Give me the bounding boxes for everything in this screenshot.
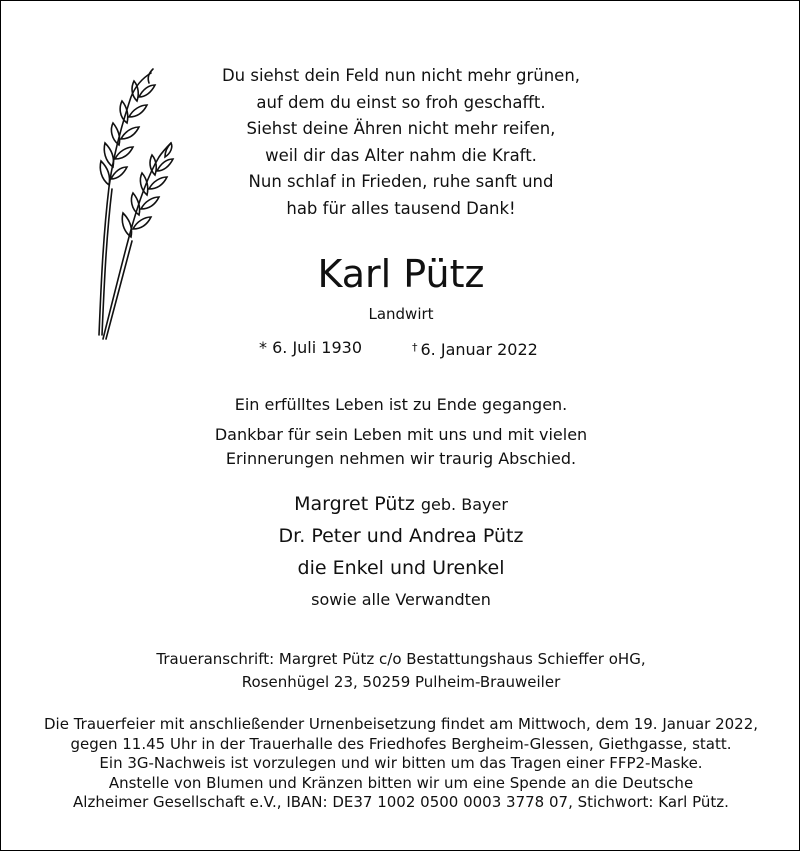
service-info xyxy=(1,715,800,813)
deceased-name: Karl Pütz xyxy=(317,252,485,296)
mourners xyxy=(1,489,800,616)
poem xyxy=(1,63,800,222)
poem-line: Nun schlaf in Frieden, ruhe sanft und xyxy=(248,172,554,191)
address-line: Traueranschrift: Margret Pütz c/o Bestattungshaus Schieffer oHG, xyxy=(156,650,646,668)
poem-line: hab für alles tausend Dank! xyxy=(286,198,516,218)
poem-line: Siehst deine Ähren nicht mehr reifen, xyxy=(246,119,556,138)
service-line: Ein 3G-Nachweis ist vorzulegen und wir bitten um das Tragen einer FFP2-Maske. xyxy=(99,754,703,772)
address-line: Rosenhügel 23, 50259 Pulheim-Brauweiler xyxy=(241,673,561,691)
closing-line: Erinnerungen nehmen wir traurig Abschied. xyxy=(225,449,577,468)
mourner-grandchildren: die Enkel und Urenkel xyxy=(297,557,505,579)
mourner-widow xyxy=(1,489,800,520)
poem-line: Du siehst dein Feld nun nicht mehr grünen, xyxy=(221,66,581,85)
poem-line: auf dem du einst so froh geschafft. xyxy=(256,92,546,112)
donation-line: Anstelle von Blumen und Kränzen bitten wir um eine Spende an die Deutsche xyxy=(108,773,694,792)
mourner-children: Dr. Peter und Andrea Pütz xyxy=(278,525,524,547)
closing-text xyxy=(1,423,800,471)
birth-date: 6. Juli 1930 xyxy=(272,338,362,357)
deceased-profession: Landwirt xyxy=(368,305,434,323)
death-date: 6. Januar 2022 xyxy=(420,340,538,359)
service-line: gegen 11.45 Uhr in der Trauerhalle des Friedhofes Bergheim-Glessen, Giethgasse, statt. xyxy=(70,734,732,753)
widow-name: Margret Pütz xyxy=(294,493,415,515)
birth-date-line xyxy=(259,337,362,359)
widow-birthname: geb. Bayer xyxy=(420,495,508,514)
poem-line: weil dir das Alter nahm die Kraft. xyxy=(265,145,537,165)
birth-symbol: * xyxy=(259,338,267,357)
closing-line: Ein erfülltes Leben ist zu Ende gegangen. xyxy=(234,395,568,414)
mourner-relatives: sowie alle Verwandten xyxy=(311,590,491,609)
closing-line: Dankbar für sein Leben mit uns und mit vielen xyxy=(214,425,588,444)
donation-line: Alzheimer Gesellschaft e.V., IBAN: DE37 1002 0500 0003 3778 07, Stichwort: Karl Pütz. xyxy=(73,793,729,811)
cross-symbol: † xyxy=(412,341,418,354)
mourning-address xyxy=(1,648,800,694)
service-line: Die Trauerfeier mit anschließender Urnenbeisetzung findet am Mittwoch, dem 19. Januar 2022, xyxy=(43,715,759,733)
death-date-line xyxy=(412,337,538,361)
